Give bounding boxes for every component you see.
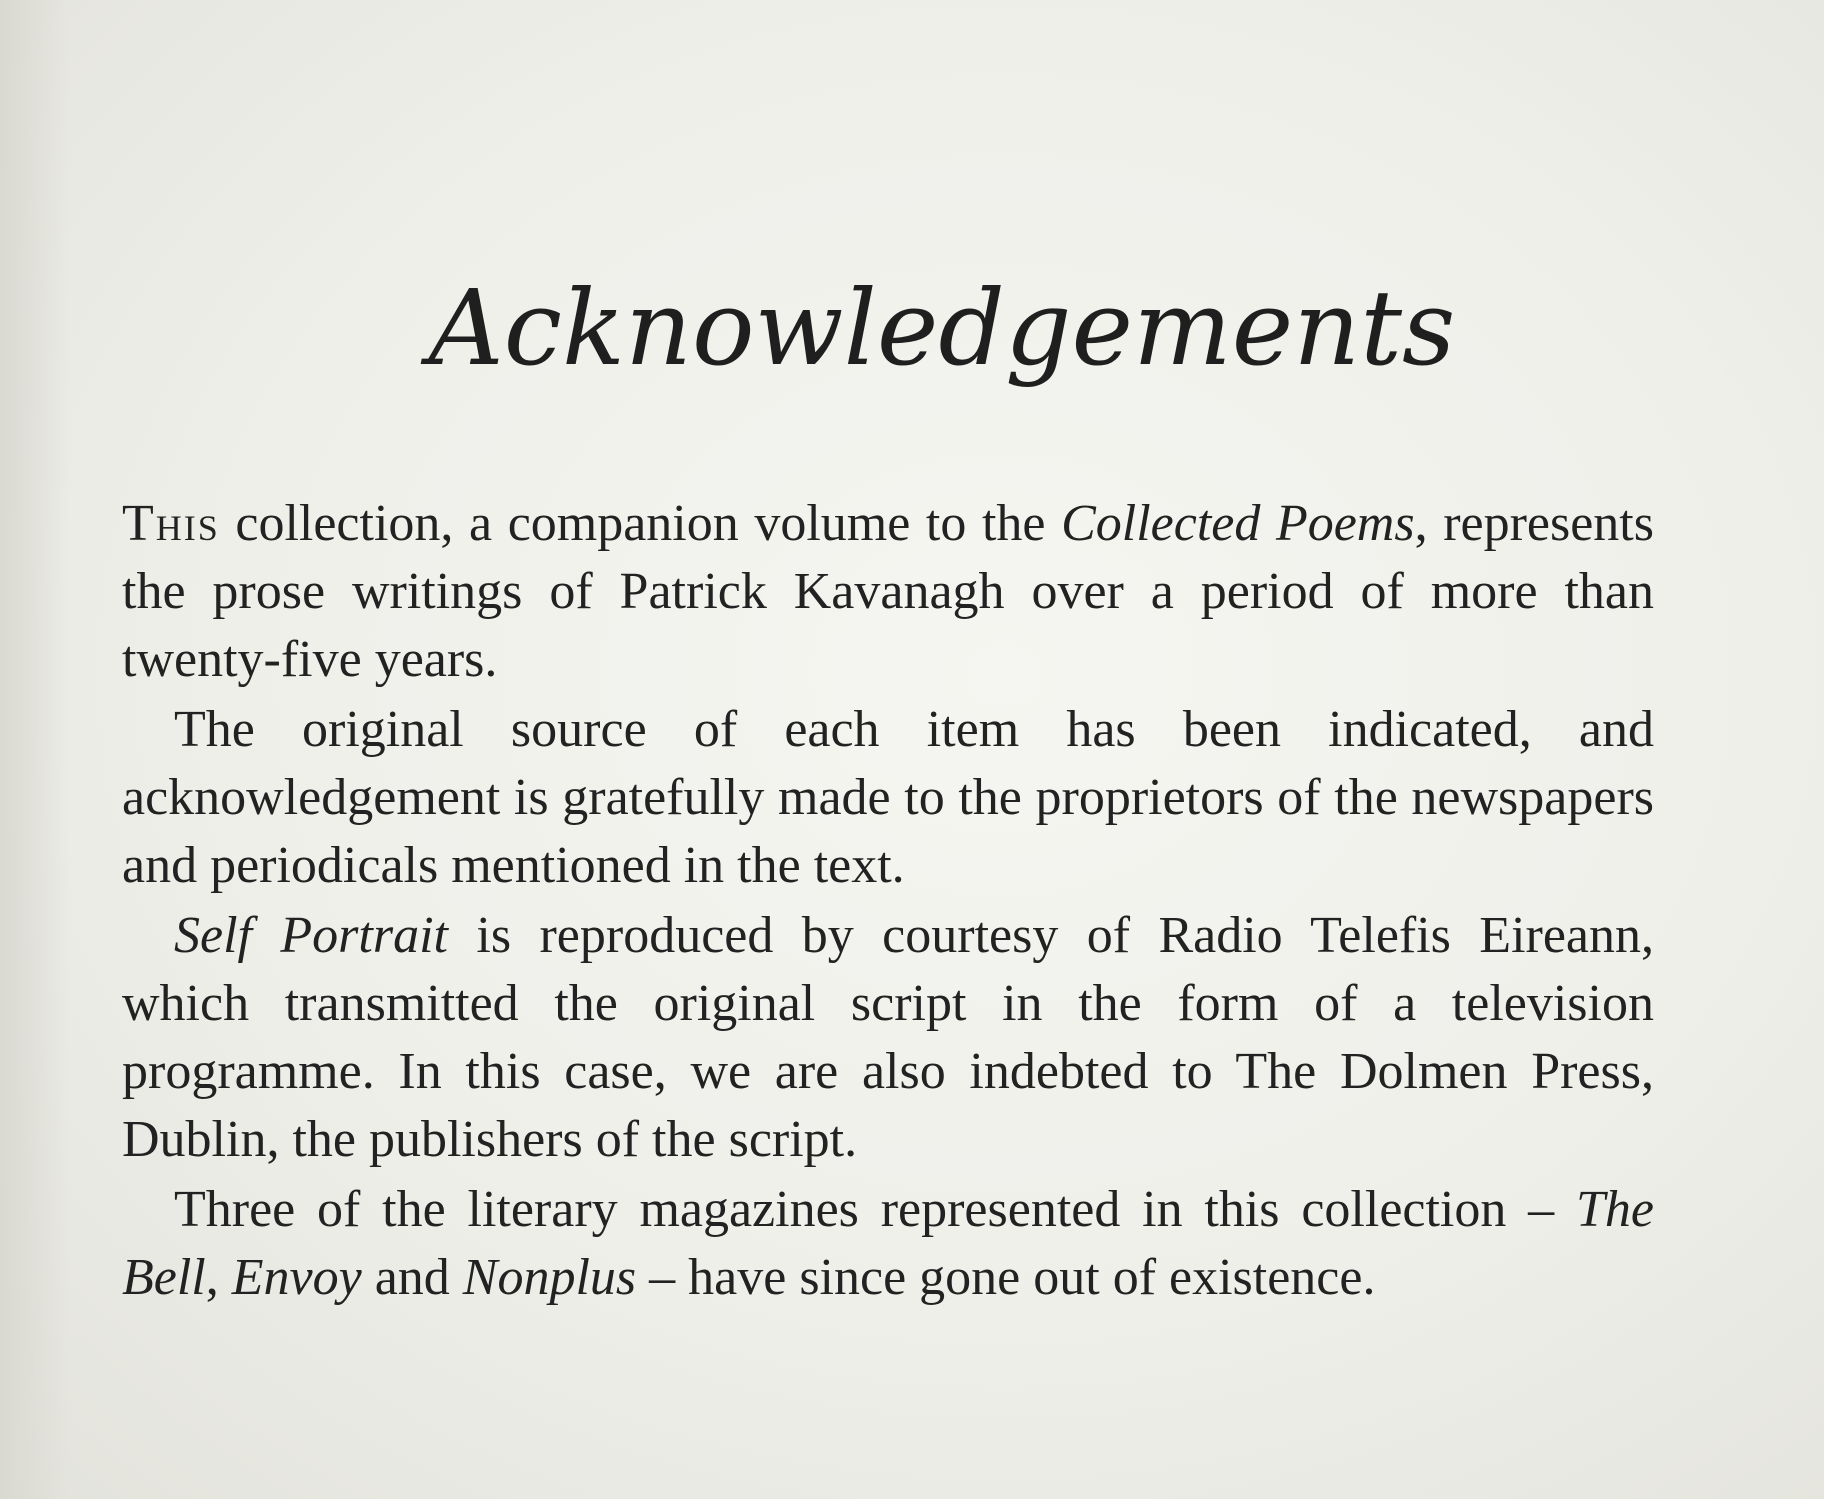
paragraph-3 bbox=[122, 902, 1654, 1174]
page-gutter-shadow bbox=[0, 0, 70, 1499]
page-title: Acknowledgements bbox=[428, 267, 1456, 389]
paragraph-1 bbox=[122, 490, 1654, 694]
paragraph-4 bbox=[122, 1176, 1654, 1312]
paragraph-4-text-b: , bbox=[205, 1249, 232, 1306]
title-self-portrait: Self Portrait bbox=[174, 907, 448, 964]
title-nonplus: Nonplus bbox=[462, 1249, 637, 1306]
paragraph-4-text-d: – have since gone out of existence. bbox=[636, 1249, 1376, 1306]
lead-word-small-caps: This bbox=[122, 495, 220, 552]
paragraph-4-text-c: and bbox=[361, 1249, 463, 1306]
paragraph-4-text-a: Three of the literary magazines represented in this collection – bbox=[174, 1181, 1576, 1238]
acknowledgements-body bbox=[122, 490, 1654, 1314]
paragraph-2: The original source of each item has been indicated, and acknowledgement is gratefully made to the proprietors of the newspapers and periodicals mentioned in the text. bbox=[122, 701, 1654, 894]
title-collected-poems: Collected Poems bbox=[1061, 495, 1415, 552]
paragraph-1-text-b: , represents the prose writings of Patrick Kavanagh over a period of more than twenty-five years. bbox=[122, 495, 1654, 688]
paragraph-1-text-a: collection, a companion volume to the bbox=[219, 495, 1062, 552]
paragraph-3-text-a: is reproduced by courtesy of Radio Telefis Eireann, which transmitted the original script in the form of a television programme. In this case, we are also indebted to The Dolmen Press, Dublin, the publishers of the script. bbox=[122, 907, 1654, 1168]
title-envoy: Envoy bbox=[231, 1249, 362, 1306]
title-the-bell: The Bell bbox=[122, 1181, 1654, 1306]
